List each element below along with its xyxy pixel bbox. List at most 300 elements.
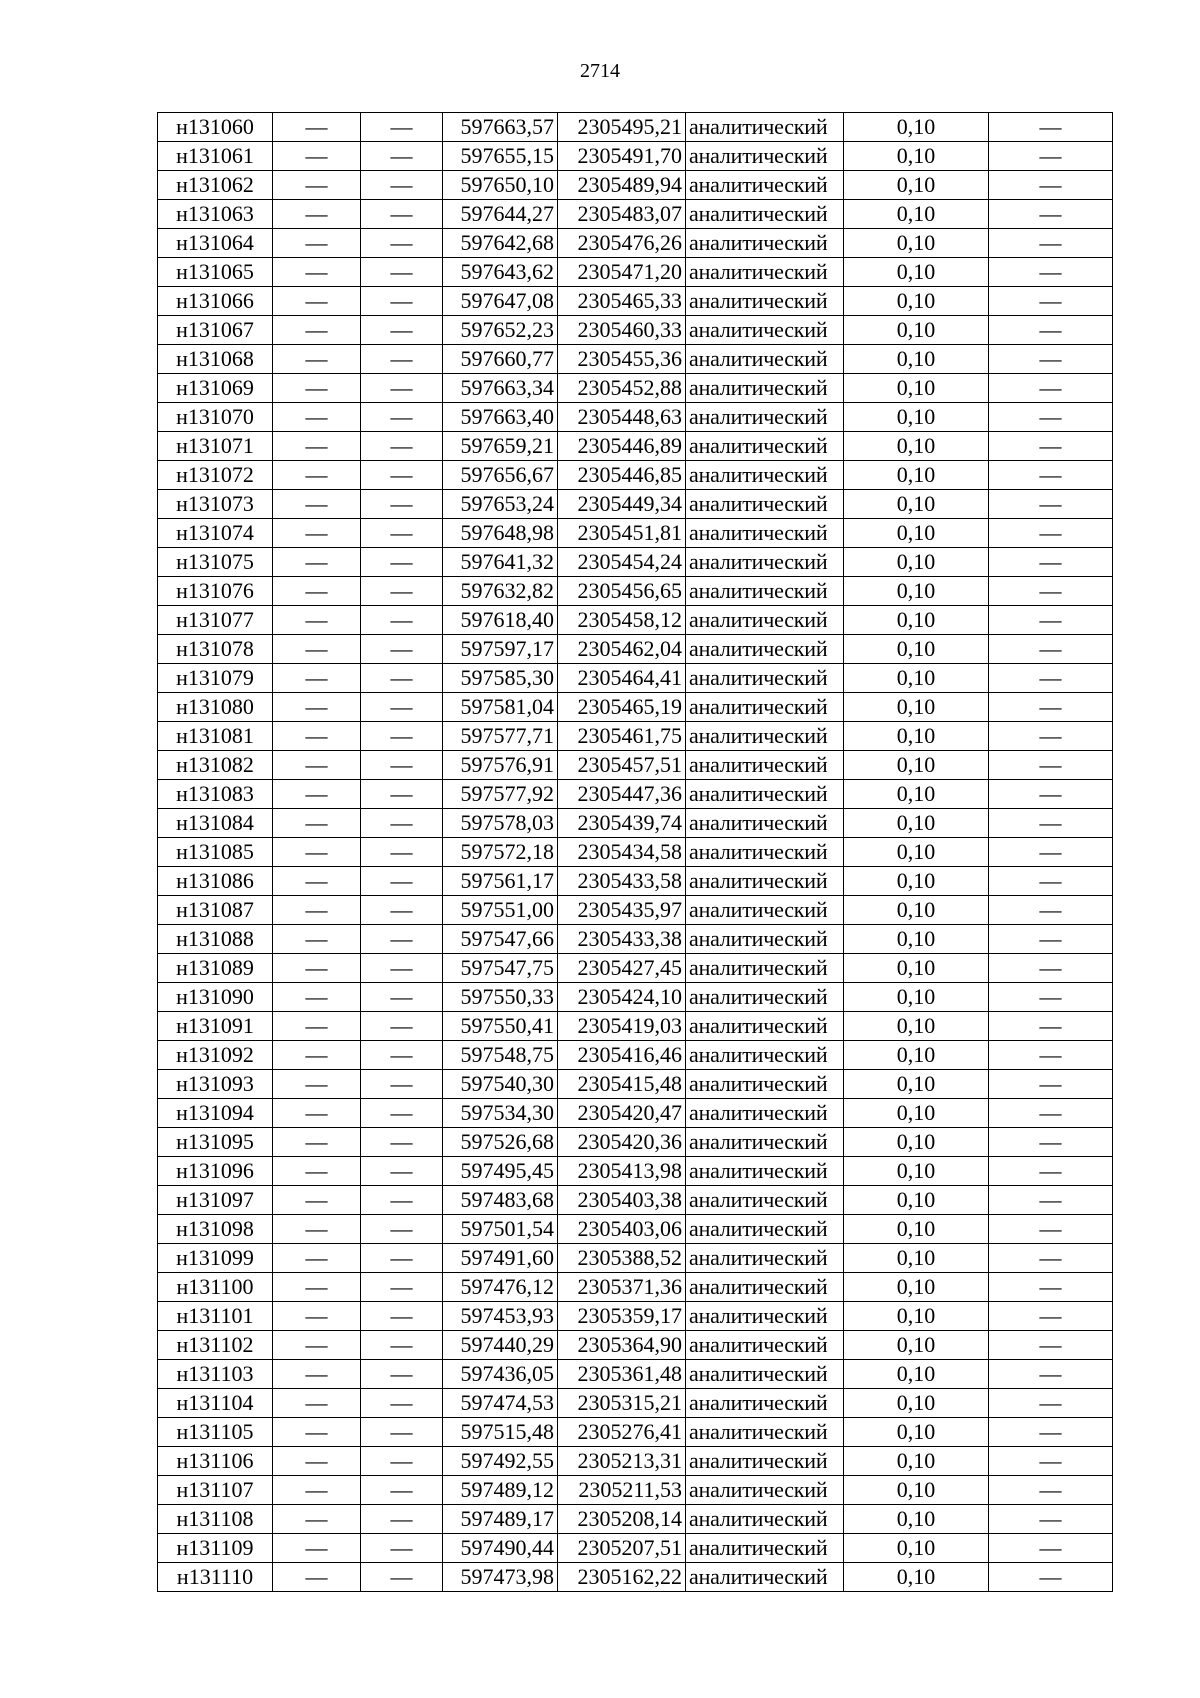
point-id-cell: н131090 <box>158 983 273 1012</box>
x-coordinate-cell: 597436,05 <box>443 1360 558 1389</box>
method-cell: аналитический <box>686 1041 844 1070</box>
point-id-cell: н131078 <box>158 635 273 664</box>
table-row <box>158 519 1113 548</box>
method-cell: аналитический <box>686 577 844 606</box>
x-coordinate-cell: 597659,21 <box>443 432 558 461</box>
point-id-cell: н131070 <box>158 403 273 432</box>
y-coordinate-cell: 2305433,38 <box>558 925 686 954</box>
method-cell: аналитический <box>686 258 844 287</box>
dash-cell-3: — <box>989 519 1113 548</box>
dash-cell-1: — <box>273 258 361 287</box>
dash-cell-2: — <box>361 171 443 200</box>
y-coordinate-cell: 2305420,36 <box>558 1128 686 1157</box>
point-id-cell: н131084 <box>158 809 273 838</box>
method-cell: аналитический <box>686 722 844 751</box>
dash-cell-3: — <box>989 838 1113 867</box>
dash-cell-2: — <box>361 838 443 867</box>
accuracy-cell: 0,10 <box>844 577 989 606</box>
dash-cell-2: — <box>361 258 443 287</box>
y-coordinate-cell: 2305454,24 <box>558 548 686 577</box>
dash-cell-2: — <box>361 1186 443 1215</box>
x-coordinate-cell: 597632,82 <box>443 577 558 606</box>
accuracy-cell: 0,10 <box>844 838 989 867</box>
method-cell: аналитический <box>686 1128 844 1157</box>
dash-cell-2: — <box>361 1215 443 1244</box>
table-row <box>158 606 1113 635</box>
x-coordinate-cell: 597650,10 <box>443 171 558 200</box>
dash-cell-2: — <box>361 374 443 403</box>
dash-cell-1: — <box>273 809 361 838</box>
dash-cell-2: — <box>361 1099 443 1128</box>
method-cell: аналитический <box>686 142 844 171</box>
table-row <box>158 867 1113 896</box>
accuracy-cell: 0,10 <box>844 1534 989 1563</box>
method-cell: аналитический <box>686 1331 844 1360</box>
point-id-cell: н131101 <box>158 1302 273 1331</box>
dash-cell-1: — <box>273 1389 361 1418</box>
method-cell: аналитический <box>686 925 844 954</box>
dash-cell-1: — <box>273 287 361 316</box>
dash-cell-3: — <box>989 374 1113 403</box>
table-row <box>158 1505 1113 1534</box>
point-id-cell: н131081 <box>158 722 273 751</box>
dash-cell-2: — <box>361 1447 443 1476</box>
table-row <box>158 171 1113 200</box>
table-row <box>158 1128 1113 1157</box>
accuracy-cell: 0,10 <box>844 142 989 171</box>
y-coordinate-cell: 2305471,20 <box>558 258 686 287</box>
table-row <box>158 635 1113 664</box>
table-row <box>158 896 1113 925</box>
method-cell: аналитический <box>686 345 844 374</box>
y-coordinate-cell: 2305462,04 <box>558 635 686 664</box>
x-coordinate-cell: 597501,54 <box>443 1215 558 1244</box>
point-id-cell: н131093 <box>158 1070 273 1099</box>
accuracy-cell: 0,10 <box>844 780 989 809</box>
accuracy-cell: 0,10 <box>844 258 989 287</box>
method-cell: аналитический <box>686 1244 844 1273</box>
method-cell: аналитический <box>686 693 844 722</box>
accuracy-cell: 0,10 <box>844 1302 989 1331</box>
x-coordinate-cell: 597648,98 <box>443 519 558 548</box>
y-coordinate-cell: 2305403,38 <box>558 1186 686 1215</box>
table-row <box>158 374 1113 403</box>
dash-cell-1: — <box>273 403 361 432</box>
table-row <box>158 780 1113 809</box>
x-coordinate-cell: 597641,32 <box>443 548 558 577</box>
x-coordinate-cell: 597647,08 <box>443 287 558 316</box>
dash-cell-1: — <box>273 316 361 345</box>
method-cell: аналитический <box>686 1273 844 1302</box>
method-cell: аналитический <box>686 983 844 1012</box>
dash-cell-2: — <box>361 925 443 954</box>
point-id-cell: н131098 <box>158 1215 273 1244</box>
dash-cell-3: — <box>989 1389 1113 1418</box>
method-cell: аналитический <box>686 1070 844 1099</box>
dash-cell-2: — <box>361 113 443 142</box>
accuracy-cell: 0,10 <box>844 200 989 229</box>
dash-cell-2: — <box>361 403 443 432</box>
accuracy-cell: 0,10 <box>844 1157 989 1186</box>
dash-cell-1: — <box>273 1215 361 1244</box>
dash-cell-3: — <box>989 1360 1113 1389</box>
dash-cell-3: — <box>989 1128 1113 1157</box>
accuracy-cell: 0,10 <box>844 1128 989 1157</box>
dash-cell-2: — <box>361 345 443 374</box>
method-cell: аналитический <box>686 316 844 345</box>
x-coordinate-cell: 597576,91 <box>443 751 558 780</box>
accuracy-cell: 0,10 <box>844 867 989 896</box>
accuracy-cell: 0,10 <box>844 171 989 200</box>
y-coordinate-cell: 2305361,48 <box>558 1360 686 1389</box>
table-row <box>158 461 1113 490</box>
x-coordinate-cell: 597550,41 <box>443 1012 558 1041</box>
point-id-cell: н131071 <box>158 432 273 461</box>
x-coordinate-cell: 597474,53 <box>443 1389 558 1418</box>
table-row <box>158 1360 1113 1389</box>
point-id-cell: н131061 <box>158 142 273 171</box>
method-cell: аналитический <box>686 809 844 838</box>
point-id-cell: н131072 <box>158 461 273 490</box>
table-row <box>158 664 1113 693</box>
y-coordinate-cell: 2305435,97 <box>558 896 686 925</box>
dash-cell-1: — <box>273 548 361 577</box>
dash-cell-3: — <box>989 896 1113 925</box>
dash-cell-3: — <box>989 635 1113 664</box>
dash-cell-2: — <box>361 229 443 258</box>
dash-cell-1: — <box>273 1302 361 1331</box>
y-coordinate-cell: 2305276,41 <box>558 1418 686 1447</box>
method-cell: аналитический <box>686 113 844 142</box>
dash-cell-3: — <box>989 606 1113 635</box>
dash-cell-1: — <box>273 664 361 693</box>
x-coordinate-cell: 597473,98 <box>443 1563 558 1592</box>
y-coordinate-cell: 2305364,90 <box>558 1331 686 1360</box>
dash-cell-2: — <box>361 693 443 722</box>
point-id-cell: н131066 <box>158 287 273 316</box>
x-coordinate-cell: 597644,27 <box>443 200 558 229</box>
x-coordinate-cell: 597585,30 <box>443 664 558 693</box>
table-row <box>158 1418 1113 1447</box>
y-coordinate-cell: 2305457,51 <box>558 751 686 780</box>
dash-cell-2: — <box>361 1157 443 1186</box>
table-row <box>158 722 1113 751</box>
dash-cell-1: — <box>273 171 361 200</box>
x-coordinate-cell: 597655,15 <box>443 142 558 171</box>
table-row <box>158 258 1113 287</box>
accuracy-cell: 0,10 <box>844 896 989 925</box>
point-id-cell: н131076 <box>158 577 273 606</box>
dash-cell-1: — <box>273 1273 361 1302</box>
dash-cell-1: — <box>273 780 361 809</box>
method-cell: аналитический <box>686 635 844 664</box>
table-row <box>158 200 1113 229</box>
method-cell: аналитический <box>686 896 844 925</box>
table-row <box>158 1244 1113 1273</box>
dash-cell-2: — <box>361 461 443 490</box>
table-row <box>158 1157 1113 1186</box>
table-row <box>158 1215 1113 1244</box>
method-cell: аналитический <box>686 1534 844 1563</box>
y-coordinate-cell: 2305403,06 <box>558 1215 686 1244</box>
point-id-cell: н131082 <box>158 751 273 780</box>
x-coordinate-cell: 597490,44 <box>443 1534 558 1563</box>
dash-cell-1: — <box>273 432 361 461</box>
accuracy-cell: 0,10 <box>844 1070 989 1099</box>
accuracy-cell: 0,10 <box>844 345 989 374</box>
method-cell: аналитический <box>686 1505 844 1534</box>
method-cell: аналитический <box>686 519 844 548</box>
dash-cell-1: — <box>273 142 361 171</box>
x-coordinate-cell: 597489,17 <box>443 1505 558 1534</box>
point-id-cell: н131109 <box>158 1534 273 1563</box>
dash-cell-2: — <box>361 635 443 664</box>
point-id-cell: н131085 <box>158 838 273 867</box>
dash-cell-3: — <box>989 345 1113 374</box>
accuracy-cell: 0,10 <box>844 403 989 432</box>
dash-cell-2: — <box>361 1534 443 1563</box>
accuracy-cell: 0,10 <box>844 983 989 1012</box>
dash-cell-3: — <box>989 1302 1113 1331</box>
x-coordinate-cell: 597577,92 <box>443 780 558 809</box>
y-coordinate-cell: 2305455,36 <box>558 345 686 374</box>
accuracy-cell: 0,10 <box>844 1447 989 1476</box>
x-coordinate-cell: 597483,68 <box>443 1186 558 1215</box>
point-id-cell: н131096 <box>158 1157 273 1186</box>
dash-cell-3: — <box>989 809 1113 838</box>
y-coordinate-cell: 2305424,10 <box>558 983 686 1012</box>
x-coordinate-cell: 597491,60 <box>443 1244 558 1273</box>
method-cell: аналитический <box>686 200 844 229</box>
dash-cell-2: — <box>361 490 443 519</box>
method-cell: аналитический <box>686 1302 844 1331</box>
y-coordinate-cell: 2305461,75 <box>558 722 686 751</box>
dash-cell-3: — <box>989 577 1113 606</box>
dash-cell-1: — <box>273 635 361 664</box>
dash-cell-3: — <box>989 1099 1113 1128</box>
dash-cell-3: — <box>989 1563 1113 1592</box>
table-row <box>158 1273 1113 1302</box>
table-row <box>158 1070 1113 1099</box>
table-row <box>158 809 1113 838</box>
accuracy-cell: 0,10 <box>844 751 989 780</box>
x-coordinate-cell: 597561,17 <box>443 867 558 896</box>
dash-cell-3: — <box>989 1215 1113 1244</box>
table-row <box>158 1302 1113 1331</box>
y-coordinate-cell: 2305446,85 <box>558 461 686 490</box>
dash-cell-2: — <box>361 1041 443 1070</box>
dash-cell-3: — <box>989 1273 1113 1302</box>
x-coordinate-cell: 597577,71 <box>443 722 558 751</box>
table-row <box>158 1186 1113 1215</box>
dash-cell-2: — <box>361 809 443 838</box>
dash-cell-3: — <box>989 1012 1113 1041</box>
point-id-cell: н131083 <box>158 780 273 809</box>
dash-cell-2: — <box>361 1128 443 1157</box>
dash-cell-3: — <box>989 983 1113 1012</box>
dash-cell-3: — <box>989 1331 1113 1360</box>
point-id-cell: н131075 <box>158 548 273 577</box>
point-id-cell: н131068 <box>158 345 273 374</box>
page-number: 2714 <box>580 60 620 82</box>
method-cell: аналитический <box>686 403 844 432</box>
table-row <box>158 838 1113 867</box>
x-coordinate-cell: 597642,68 <box>443 229 558 258</box>
x-coordinate-cell: 597643,62 <box>443 258 558 287</box>
point-id-cell: н131106 <box>158 1447 273 1476</box>
table-row <box>158 432 1113 461</box>
dash-cell-1: — <box>273 374 361 403</box>
dash-cell-3: — <box>989 200 1113 229</box>
table-row <box>158 1534 1113 1563</box>
accuracy-cell: 0,10 <box>844 1418 989 1447</box>
dash-cell-1: — <box>273 1331 361 1360</box>
dash-cell-2: — <box>361 1389 443 1418</box>
dash-cell-2: — <box>361 1273 443 1302</box>
y-coordinate-cell: 2305446,89 <box>558 432 686 461</box>
point-id-cell: н131100 <box>158 1273 273 1302</box>
dash-cell-2: — <box>361 722 443 751</box>
point-id-cell: н131092 <box>158 1041 273 1070</box>
dash-cell-2: — <box>361 1418 443 1447</box>
method-cell: аналитический <box>686 1360 844 1389</box>
method-cell: аналитический <box>686 606 844 635</box>
point-id-cell: н131091 <box>158 1012 273 1041</box>
dash-cell-2: — <box>361 896 443 925</box>
method-cell: аналитический <box>686 287 844 316</box>
y-coordinate-cell: 2305315,21 <box>558 1389 686 1418</box>
accuracy-cell: 0,10 <box>844 1476 989 1505</box>
x-coordinate-cell: 597453,93 <box>443 1302 558 1331</box>
method-cell: аналитический <box>686 1215 844 1244</box>
dash-cell-1: — <box>273 925 361 954</box>
dash-cell-3: — <box>989 1447 1113 1476</box>
y-coordinate-cell: 2305489,94 <box>558 171 686 200</box>
method-cell: аналитический <box>686 374 844 403</box>
x-coordinate-cell: 597492,55 <box>443 1447 558 1476</box>
point-id-cell: н131086 <box>158 867 273 896</box>
dash-cell-1: — <box>273 954 361 983</box>
y-coordinate-cell: 2305359,17 <box>558 1302 686 1331</box>
accuracy-cell: 0,10 <box>844 809 989 838</box>
dash-cell-1: — <box>273 693 361 722</box>
y-coordinate-cell: 2305208,14 <box>558 1505 686 1534</box>
dash-cell-3: — <box>989 142 1113 171</box>
method-cell: аналитический <box>686 1418 844 1447</box>
dash-cell-1: — <box>273 838 361 867</box>
dash-cell-3: — <box>989 1476 1113 1505</box>
coordinates-table <box>157 112 1113 1592</box>
dash-cell-2: — <box>361 1302 443 1331</box>
dash-cell-1: — <box>273 490 361 519</box>
accuracy-cell: 0,10 <box>844 1186 989 1215</box>
x-coordinate-cell: 597663,40 <box>443 403 558 432</box>
point-id-cell: н131062 <box>158 171 273 200</box>
dash-cell-1: — <box>273 461 361 490</box>
dash-cell-3: — <box>989 113 1113 142</box>
dash-cell-1: — <box>273 722 361 751</box>
table-row <box>158 113 1113 142</box>
method-cell: аналитический <box>686 838 844 867</box>
y-coordinate-cell: 2305458,12 <box>558 606 686 635</box>
dash-cell-3: — <box>989 1157 1113 1186</box>
y-coordinate-cell: 2305465,19 <box>558 693 686 722</box>
x-coordinate-cell: 597440,29 <box>443 1331 558 1360</box>
x-coordinate-cell: 597656,67 <box>443 461 558 490</box>
x-coordinate-cell: 597581,04 <box>443 693 558 722</box>
point-id-cell: н131077 <box>158 606 273 635</box>
dash-cell-3: — <box>989 722 1113 751</box>
y-coordinate-cell: 2305448,63 <box>558 403 686 432</box>
accuracy-cell: 0,10 <box>844 1563 989 1592</box>
accuracy-cell: 0,10 <box>844 1215 989 1244</box>
y-coordinate-cell: 2305451,81 <box>558 519 686 548</box>
table-row <box>158 229 1113 258</box>
method-cell: аналитический <box>686 490 844 519</box>
accuracy-cell: 0,10 <box>844 664 989 693</box>
dash-cell-2: — <box>361 1070 443 1099</box>
dash-cell-2: — <box>361 606 443 635</box>
accuracy-cell: 0,10 <box>844 1505 989 1534</box>
dash-cell-2: — <box>361 1012 443 1041</box>
x-coordinate-cell: 597540,30 <box>443 1070 558 1099</box>
point-id-cell: н131103 <box>158 1360 273 1389</box>
point-id-cell: н131089 <box>158 954 273 983</box>
y-coordinate-cell: 2305433,58 <box>558 867 686 896</box>
table-row <box>158 577 1113 606</box>
x-coordinate-cell: 597652,23 <box>443 316 558 345</box>
accuracy-cell: 0,10 <box>844 1331 989 1360</box>
y-coordinate-cell: 2305447,36 <box>558 780 686 809</box>
dash-cell-3: — <box>989 954 1113 983</box>
accuracy-cell: 0,10 <box>844 490 989 519</box>
accuracy-cell: 0,10 <box>844 1273 989 1302</box>
table-row <box>158 1041 1113 1070</box>
x-coordinate-cell: 597663,57 <box>443 113 558 142</box>
y-coordinate-cell: 2305427,45 <box>558 954 686 983</box>
dash-cell-2: — <box>361 664 443 693</box>
x-coordinate-cell: 597547,75 <box>443 954 558 983</box>
dash-cell-2: — <box>361 867 443 896</box>
dash-cell-1: — <box>273 113 361 142</box>
dash-cell-2: — <box>361 519 443 548</box>
method-cell: аналитический <box>686 751 844 780</box>
dash-cell-1: — <box>273 345 361 374</box>
table-row <box>158 403 1113 432</box>
x-coordinate-cell: 597534,30 <box>443 1099 558 1128</box>
dash-cell-1: — <box>273 1012 361 1041</box>
y-coordinate-cell: 2305464,41 <box>558 664 686 693</box>
method-cell: аналитический <box>686 664 844 693</box>
x-coordinate-cell: 597489,12 <box>443 1476 558 1505</box>
point-id-cell: н131107 <box>158 1476 273 1505</box>
method-cell: аналитический <box>686 780 844 809</box>
dash-cell-3: — <box>989 171 1113 200</box>
accuracy-cell: 0,10 <box>844 113 989 142</box>
x-coordinate-cell: 597548,75 <box>443 1041 558 1070</box>
accuracy-cell: 0,10 <box>844 925 989 954</box>
dash-cell-3: — <box>989 1534 1113 1563</box>
accuracy-cell: 0,10 <box>844 316 989 345</box>
dash-cell-3: — <box>989 925 1113 954</box>
point-id-cell: н131095 <box>158 1128 273 1157</box>
dash-cell-1: — <box>273 1186 361 1215</box>
table-row <box>158 490 1113 519</box>
accuracy-cell: 0,10 <box>844 432 989 461</box>
dash-cell-1: — <box>273 1128 361 1157</box>
dash-cell-3: — <box>989 751 1113 780</box>
dash-cell-2: — <box>361 1476 443 1505</box>
